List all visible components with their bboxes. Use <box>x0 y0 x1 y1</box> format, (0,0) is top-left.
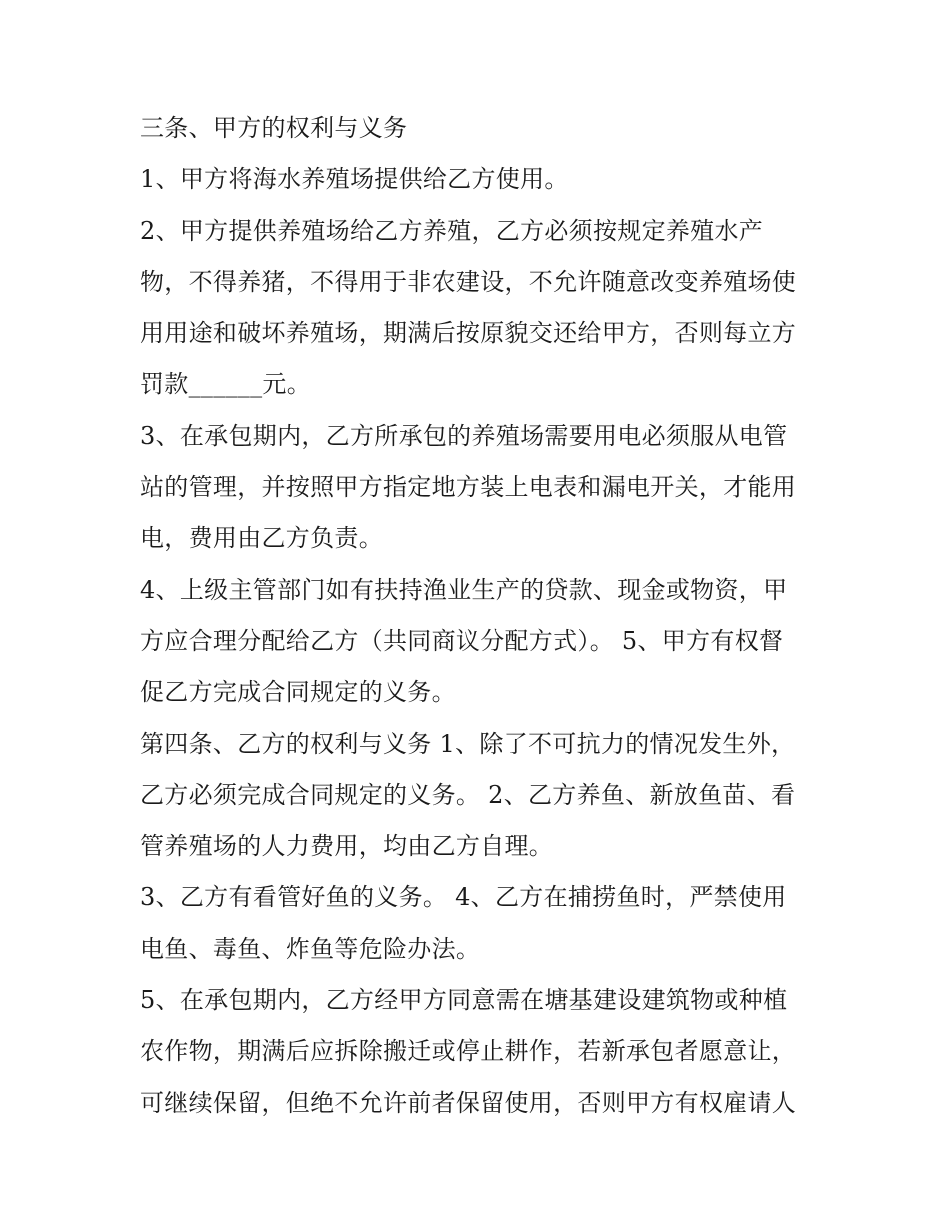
document-body <box>140 103 820 1129</box>
section-heading-article-4: 第四条、乙方的权利与义务 1、除了不可抗力的情况发生外， <box>140 729 796 758</box>
text-line: 物，不得养猪，不得用于非农建设，不允许随意改变养殖场使 <box>140 267 797 296</box>
text-line: 促乙方完成合同规定的义务。 <box>140 678 456 707</box>
text-line: 2、甲方提供养殖场给乙方养殖，乙方必须按规定养殖水产 <box>140 216 764 245</box>
text-line: 乙方必须完成合同规定的义务。 2、乙方养鱼、新放鱼苗、看 <box>140 780 796 809</box>
text-line: 可继续保留，但绝不允许前者保留使用，否则甲方有权雇请人 <box>140 1088 797 1117</box>
text-line: 方应合理分配给乙方（共同商议分配方式）。 5、甲方有权督 <box>140 626 784 655</box>
text-line: 4、上级主管部门如有扶持渔业生产的贷款、现金或物资，甲 <box>140 575 788 604</box>
text-line: 农作物，期满后应拆除搬迁或停止耕作，若新承包者愿意让， <box>140 1037 797 1066</box>
text-line: 管养殖场的人力费用，均由乙方自理。 <box>140 832 554 861</box>
text-line: 3、乙方有看管好鱼的义务。 4、乙方在捕捞鱼时，严禁使用 <box>140 883 787 912</box>
text-line: 站的管理，并按照甲方指定地方装上电表和漏电开关，才能用 <box>140 473 797 502</box>
text-line: 罚款______元。 <box>140 370 311 399</box>
text-line: 5、在承包期内，乙方经甲方同意需在塘基建设建筑物或种植 <box>140 986 788 1015</box>
section-heading-article-3: 三条、甲方的权利与义务 <box>140 114 408 142</box>
text-line: 3、在承包期内，乙方所承包的养殖场需要用电必须服从电管 <box>140 421 788 450</box>
text-line: 电，费用由乙方负责。 <box>140 524 383 553</box>
text-line: 用用途和破坏养殖场，期满后按原貌交还给甲方，否则每立方 <box>140 319 797 348</box>
text-line: 1、甲方将海水养殖场提供给乙方使用。 <box>140 165 569 194</box>
text-line: 电鱼、毒鱼、炸鱼等危险办法。 <box>140 934 481 963</box>
